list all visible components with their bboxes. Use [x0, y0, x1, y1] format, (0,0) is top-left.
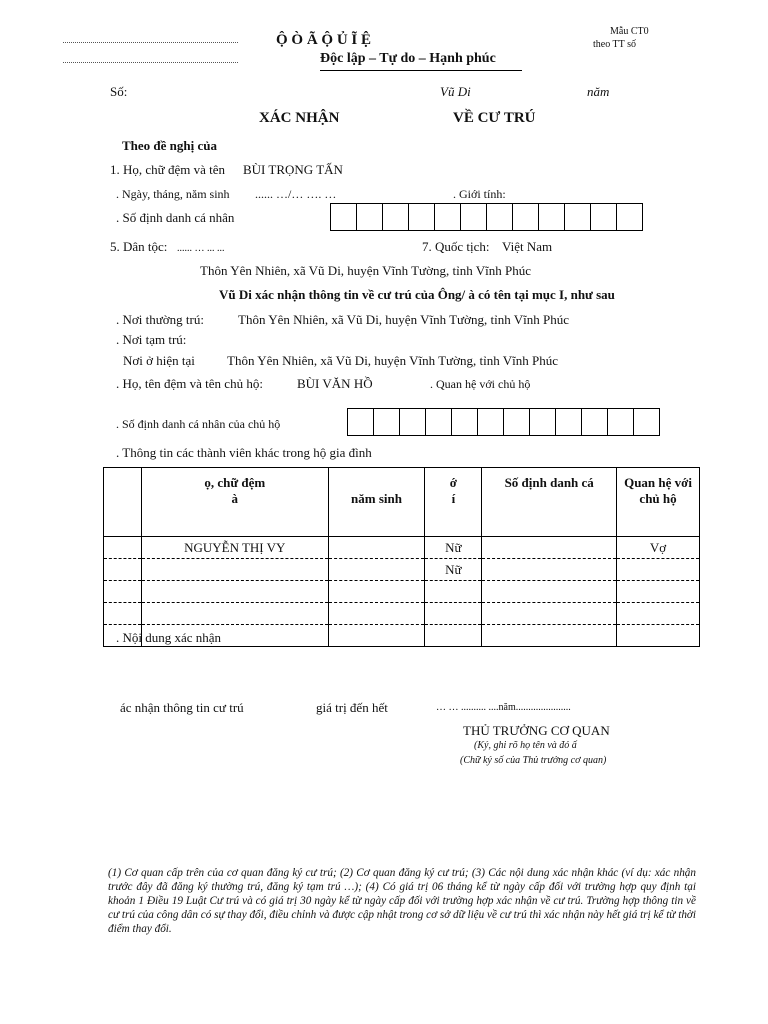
validity-label: ác nhận thông tin cư trú	[120, 700, 244, 715]
temporary-residence-label: . Nơi tạm trú:	[116, 332, 187, 347]
signature-note: (Ký, ghi rõ họ tên và đó ấ	[474, 740, 577, 751]
table-cell	[482, 603, 617, 625]
current-residence-label: Nơi ở hiện tại	[123, 353, 195, 368]
table-cell	[617, 581, 700, 603]
table-cell	[328, 625, 425, 647]
confirm-statement: Vũ Di xác nhận thông tin về cư trú của Ông/ à có tên tại mục I, như sau	[219, 287, 615, 302]
table-row	[104, 559, 700, 581]
personal-id-boxes	[330, 203, 642, 231]
request-address: Thôn Yên Nhiên, xã Vũ Di, huyện Vĩnh Tường, tỉnh Vĩnh Phúc	[200, 263, 531, 278]
table-header-cell: Quan hệ với chủ hộ	[617, 468, 700, 537]
table-cell: Vợ	[617, 537, 700, 559]
table-cell	[328, 581, 425, 603]
personal-id-label: . Số định danh cá nhân	[116, 210, 235, 225]
validity-value: giá trị đến hết	[316, 700, 388, 715]
table-cell: Nữ	[425, 537, 482, 559]
date-year-label: năm	[587, 84, 610, 99]
motto: Độc lập – Tự do – Hạnh phúc	[320, 51, 496, 66]
request-heading: Theo đề nghị của	[122, 138, 217, 153]
document-title-part1: XÁC NHẬN	[259, 110, 340, 126]
table-cell	[425, 625, 482, 647]
nationality-label: 7. Quốc tịch:	[422, 239, 490, 254]
table-cell	[328, 603, 425, 625]
table-cell	[141, 603, 328, 625]
signing-date-dots: … … .......... ....năm......................	[436, 702, 571, 713]
dob-label: . Ngày, tháng, năm sinh	[116, 187, 230, 201]
table-cell	[328, 559, 425, 581]
document-number-label: Số:	[110, 84, 128, 99]
table-cell	[425, 603, 482, 625]
table-header-row	[104, 468, 700, 537]
table-cell	[104, 559, 142, 581]
national-title: Ộ Ò Ã Ộ Ủ Ĩ Ệ	[276, 32, 372, 48]
relation-to-head-label: . Quan hệ với chủ hộ	[430, 377, 531, 391]
permanent-residence-value: Thôn Yên Nhiên, xã Vũ Di, huyện Vĩnh Tường, tỉnh Vĩnh Phúc	[238, 312, 569, 327]
table-cell	[104, 537, 142, 559]
table-row	[104, 603, 700, 625]
nationality-value: Việt Nam	[502, 239, 553, 254]
table-header-cell: năm sinh	[328, 468, 425, 537]
form-code: Mẫu CT0	[610, 26, 649, 37]
permanent-residence-label: . Nơi thường trú:	[116, 312, 204, 327]
form-reference: theo TT số	[593, 39, 636, 50]
table-cell	[141, 559, 328, 581]
digital-signature-note: (Chữ ký số của Thủ trưởng cơ quan)	[460, 755, 607, 766]
table-header-cell	[104, 468, 142, 537]
table-cell	[141, 581, 328, 603]
table-cell	[482, 537, 617, 559]
table-header-cell: Số định danh cá	[482, 468, 617, 537]
signature-title: THỦ TRƯỞNG CƠ QUAN	[463, 723, 610, 738]
document-title-part2: VỀ CƯ TRÚ	[453, 110, 536, 126]
full-name-label: 1. Họ, chữ đệm và tên	[110, 162, 225, 177]
table-header-cell: ớ í	[425, 468, 482, 537]
full-name-value: BÙI TRỌNG TẤN	[243, 162, 343, 177]
dob-value: ...... …/… …. …	[255, 187, 337, 201]
confirmation-content-label: . Nội dung xác nhận	[116, 630, 222, 645]
table-cell	[617, 559, 700, 581]
place-name: Vũ Di	[440, 84, 471, 99]
table-cell	[482, 581, 617, 603]
table-cell	[104, 581, 142, 603]
household-head-value: BÙI VĂN HỒ	[297, 376, 373, 391]
table-cell	[482, 559, 617, 581]
household-head-id-label: . Số định danh cá nhân của chủ hộ	[116, 417, 281, 431]
table-cell: NGUYỄN THỊ VY	[141, 537, 328, 559]
table-header-cell: ọ, chữ đệm à	[141, 468, 328, 537]
table-cell	[617, 603, 700, 625]
ethnicity-value: ...... … ... ...	[177, 243, 225, 254]
household-members-label: . Thông tin các thành viên khác trong hộ gia đình	[116, 445, 372, 460]
ethnicity-label: 5. Dân tộc:	[110, 239, 168, 254]
footnote: (1) Cơ quan cấp trên của cơ quan đăng ký cư trú; (2) Cơ quan đăng ký cư trú; (3) Các nội dung xác nhận khác (ví dụ: xác nhận trước đây đã đăng ký thường trú, đăng ký tạm trú …); (4) Có giá trị 06 tháng kể từ ngày cấp đối với trường hợp quy định tại khoản 1 Điều 19 Luật Cư trú và có giá trị 30 ngày kể từ ngày cấp đối với trường hợp xác nhận về cư trú. Trường hợp thông tin về cư trú của công dân có sự thay đổi, điều chỉnh và được cập nhật trong cơ sở dữ liệu về cư trú thì xác nhận này hết giá trị kể từ thời điểm thay đổi.	[108, 867, 696, 935]
household-head-label: . Họ, tên đệm và tên chủ hộ:	[116, 376, 263, 391]
agency-line-2	[63, 62, 238, 63]
table-cell: Nữ	[425, 559, 482, 581]
table-cell	[425, 581, 482, 603]
table-row	[104, 581, 700, 603]
current-residence-value: Thôn Yên Nhiên, xã Vũ Di, huyện Vĩnh Tường, tỉnh Vĩnh Phúc	[227, 353, 558, 368]
motto-underline	[320, 70, 522, 71]
agency-line-1	[63, 42, 238, 43]
table-cell	[617, 625, 700, 647]
household-members-table	[103, 467, 700, 647]
table-cell	[104, 603, 142, 625]
table-cell	[328, 537, 425, 559]
table-cell	[482, 625, 617, 647]
table-row	[104, 537, 700, 559]
household-head-id-boxes	[347, 408, 659, 436]
gender-label: . Giới tính:	[453, 187, 506, 201]
